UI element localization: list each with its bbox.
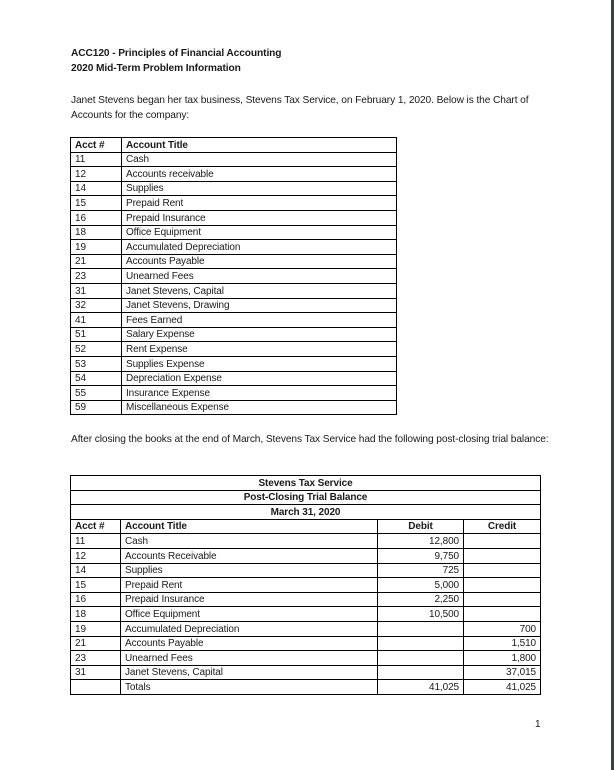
acct-number: 21 — [71, 636, 121, 651]
credit-amount: 37,015 — [464, 665, 541, 680]
account-title: Fees Earned — [122, 313, 397, 328]
acct-number: 18 — [71, 225, 122, 240]
column-header-acct: Acct # — [71, 138, 122, 153]
account-title: Prepaid Insurance — [122, 210, 397, 225]
column-header-credit: Credit — [464, 519, 541, 534]
closing-note-paragraph: After closing the books at the end of March, Stevens Tax Service had the following post-closing trial balance: — [71, 434, 549, 445]
credit-amount — [464, 534, 541, 549]
column-header-debit: Debit — [378, 519, 464, 534]
debit-amount: 12,800 — [378, 534, 464, 549]
acct-number: 19 — [71, 240, 122, 255]
account-title: Rent Expense — [122, 342, 397, 357]
acct-number — [71, 680, 121, 695]
totals-row — [71, 680, 541, 695]
table-header-row — [71, 138, 397, 153]
table-row — [71, 269, 397, 284]
table-row — [71, 196, 397, 211]
table-row — [71, 400, 397, 415]
account-title: Supplies — [121, 563, 378, 578]
credit-amount: 1,800 — [464, 651, 541, 666]
debit-amount: 2,250 — [378, 592, 464, 607]
table-row — [71, 327, 397, 342]
table-row — [71, 181, 397, 196]
acct-number: 11 — [71, 534, 121, 549]
acct-number: 23 — [71, 651, 121, 666]
table-row — [71, 621, 541, 636]
column-header-title: Account Title — [122, 138, 397, 153]
debit-amount: 41,025 — [378, 680, 464, 695]
table-row — [71, 534, 541, 549]
acct-number: 14 — [71, 181, 122, 196]
table-row — [71, 578, 541, 593]
account-title: Office Equipment — [121, 607, 378, 622]
table-row — [71, 548, 541, 563]
acct-number: 53 — [71, 356, 122, 371]
table-row — [71, 283, 397, 298]
table-row — [71, 254, 397, 269]
acct-number: 52 — [71, 342, 122, 357]
account-title: Salary Expense — [122, 327, 397, 342]
credit-amount — [464, 563, 541, 578]
account-title: Janet Stevens, Drawing — [122, 298, 397, 313]
table-row — [71, 342, 397, 357]
acct-number: 31 — [71, 283, 122, 298]
account-title: Depreciation Expense — [122, 371, 397, 386]
acct-number: 41 — [71, 313, 122, 328]
account-title: Accounts Payable — [122, 254, 397, 269]
credit-amount: 1,510 — [464, 636, 541, 651]
account-title: Cash — [122, 152, 397, 167]
debit-amount: 10,500 — [378, 607, 464, 622]
account-title: Cash — [121, 534, 378, 549]
company-name: Stevens Tax Service — [71, 476, 541, 491]
account-title: Accounts receivable — [122, 167, 397, 182]
column-header-title: Account Title — [121, 519, 378, 534]
account-title: Janet Stevens, Capital — [121, 665, 378, 680]
account-title: Supplies Expense — [122, 356, 397, 371]
table-row — [71, 225, 397, 240]
debit-amount — [378, 636, 464, 651]
acct-number: 21 — [71, 254, 122, 269]
credit-amount — [464, 578, 541, 593]
debit-amount — [378, 621, 464, 636]
report-date: March 31, 2020 — [71, 505, 541, 520]
acct-number: 59 — [71, 400, 122, 415]
table-row — [71, 210, 397, 225]
debit-amount: 725 — [378, 563, 464, 578]
acct-number: 12 — [71, 548, 121, 563]
acct-number: 51 — [71, 327, 122, 342]
table-row — [71, 592, 541, 607]
acct-number: 11 — [71, 152, 122, 167]
account-title: Unearned Fees — [121, 651, 378, 666]
table-row — [71, 167, 397, 182]
debit-amount — [378, 651, 464, 666]
table-row — [71, 298, 397, 313]
account-title: Miscellaneous Expense — [122, 400, 397, 415]
account-title: Prepaid Rent — [122, 196, 397, 211]
document-subtitle: 2020 Mid-Term Problem Information — [71, 63, 241, 74]
chart-of-accounts-table — [70, 137, 397, 415]
account-title: Unearned Fees — [122, 269, 397, 284]
credit-amount: 41,025 — [464, 680, 541, 695]
account-title: Accumulated Depreciation — [122, 240, 397, 255]
acct-number: 16 — [71, 210, 122, 225]
debit-amount — [378, 665, 464, 680]
column-header-acct: Acct # — [71, 519, 121, 534]
account-title: Supplies — [122, 181, 397, 196]
debit-amount: 5,000 — [378, 578, 464, 593]
account-title: Office Equipment — [122, 225, 397, 240]
acct-number: 54 — [71, 371, 122, 386]
post-closing-trial-balance-table — [70, 475, 541, 695]
acct-number: 23 — [71, 269, 122, 284]
debit-amount: 9,750 — [378, 548, 464, 563]
table-row — [71, 563, 541, 578]
account-title: Accumulated Depreciation — [121, 621, 378, 636]
acct-number: 15 — [71, 578, 121, 593]
account-title: Accounts Payable — [121, 636, 378, 651]
course-title: ACC120 - Principles of Financial Accounting — [71, 48, 282, 59]
acct-number: 19 — [71, 621, 121, 636]
account-title: Insurance Expense — [122, 386, 397, 401]
acct-number: 15 — [71, 196, 122, 211]
account-title: Totals — [121, 680, 378, 695]
acct-number: 16 — [71, 592, 121, 607]
table-row — [71, 356, 397, 371]
acct-number: 32 — [71, 298, 122, 313]
page-number: 1 — [535, 719, 541, 730]
credit-amount — [464, 607, 541, 622]
credit-amount — [464, 548, 541, 563]
table-row — [71, 636, 541, 651]
credit-amount: 700 — [464, 621, 541, 636]
table-header-row — [71, 519, 541, 534]
table-row — [71, 386, 397, 401]
table-title-row — [71, 505, 541, 520]
acct-number: 55 — [71, 386, 122, 401]
table-row — [71, 607, 541, 622]
acct-number: 18 — [71, 607, 121, 622]
table-row — [71, 651, 541, 666]
intro-paragraph: Janet Stevens began her tax business, Stevens Tax Service, on February 1, 2020. Below is the Chart of Accounts for the company: — [71, 95, 529, 121]
table-row — [71, 665, 541, 680]
table-title-row — [71, 490, 541, 505]
acct-number: 14 — [71, 563, 121, 578]
acct-number: 31 — [71, 665, 121, 680]
account-title: Janet Stevens, Capital — [122, 283, 397, 298]
account-title: Prepaid Insurance — [121, 592, 378, 607]
report-name: Post-Closing Trial Balance — [71, 490, 541, 505]
table-title-row — [71, 476, 541, 491]
table-row — [71, 152, 397, 167]
table-row — [71, 240, 397, 255]
acct-number: 12 — [71, 167, 122, 182]
credit-amount — [464, 592, 541, 607]
table-row — [71, 371, 397, 386]
account-title: Accounts Receivable — [121, 548, 378, 563]
table-row — [71, 313, 397, 328]
account-title: Prepaid Rent — [121, 578, 378, 593]
